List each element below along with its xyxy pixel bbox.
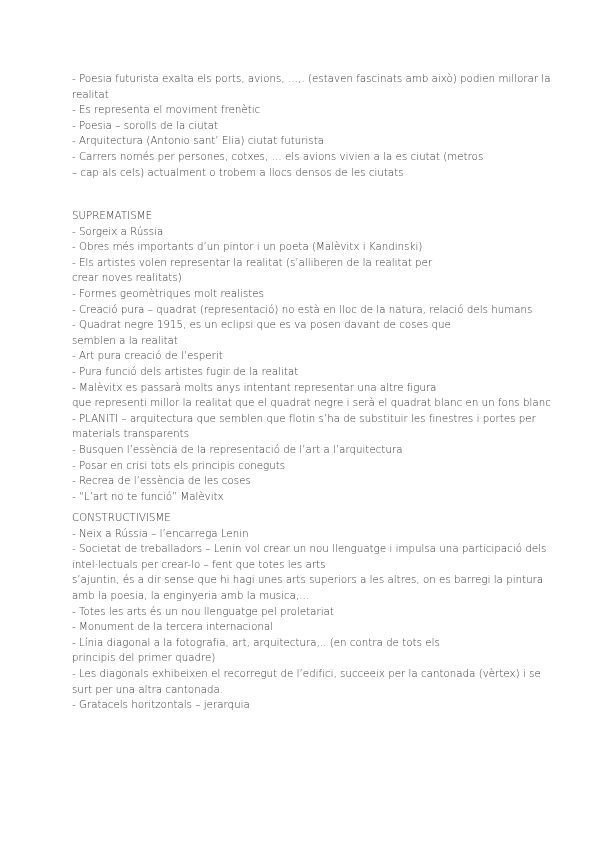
suprematism-heading: SUPREMATISME [72,211,153,222]
suprematism-line: - Formes geomètriques molt realistes [72,288,264,300]
futurism-line: - Poesia – sorolls de la ciutat [72,120,219,132]
suprematism-line: - Malèvitx es passarà molts anys intentant representar una altre figura [72,382,437,394]
futurism-line: realitat [72,89,109,101]
suprematism-line: - “L’art no te funció” Malèvitx [72,491,224,503]
constructivism-line: - Neix a Rússia – l’encarrega Lenin [72,528,249,540]
suprematism-line: crear noves realitats) [72,273,182,285]
suprematism-line: - Sorgeix a Rússia [72,226,164,238]
constructivism-section [72,511,547,714]
futurism-line: - Carrers només per persones, cotxes, … els avions vivien a la es ciutat (metros [72,151,484,163]
suprematism-line: - Pura funció dels artistes fugir de la realitat [72,366,299,378]
suprematism-line: - Art pura creació de l’esperit [72,351,223,363]
constructivism-line: - Línia diagonal a la fotografia, art, arquitectura,.. (en contra de tots els [72,637,440,649]
constructivism-line: - Gratacels horitzontals – jerarquia [72,700,250,712]
futurism-line: - Poesia futurista exalta els ports, avions, …,. (estaven fascinats amb això) podien millorar la [72,74,551,85]
constructivism-line: surt per una altra cantonada. [72,684,224,696]
suprematism-section [72,209,551,505]
futurism-line: – cap als cels) actualment o trobem a llocs densos de les ciutats [72,167,404,179]
suprematism-line: - Quadrat negre 1915, es un eclipsi que es va posen davant de coses que [72,320,451,332]
constructivism-line: intel·lectuals per crear-lo – fent que totes les arts [72,559,326,571]
suprematism-line: - PLANITI – arquitectura que semblen que flotin s’ha de substituir les finestres i portes per [72,413,536,425]
suprematism-line: - Busquen l’essència de la representació de l’art a l’arquitectura [72,444,403,456]
suprematism-line: que representi millor la realitat que el quadrat negre i serà el quadrat blanc en un fons blanc [72,398,551,410]
suprematism-line: semblen a la realitat [72,335,178,347]
suprematism-line: - Creació pura – quadrat (representació) no està en lloc de la natura, relació dels humans [72,304,533,316]
constructivism-line: - Les diagonals exhibeixen el recorregut de l’edifici, succeeix per la cantonada (vèrtex) i se [72,668,541,680]
futurism-section [72,72,551,181]
suprematism-line: materials transparents [72,429,190,441]
suprematism-line: - Posar en crisi tots els principis coneguts [72,460,286,472]
suprematism-line: - Els artistes volen representar la realitat (s’alliberen de la realitat per [72,257,433,269]
constructivism-line: s’ajuntin, és a dir sense que hi hagi unes arts superiors a les altres, on es barregi la pintura [72,575,544,587]
constructivism-line: - Totes les arts és un nou llenguatge pel proletariat [72,606,334,618]
futurism-line: - Es representa el moviment frenètic [72,105,261,117]
constructivism-line: - Monument de la tercera internacional [72,622,274,634]
constructivism-line: amb la poesia, la enginyeria amb la musica,… [72,590,310,602]
constructivism-line: principis del primer quadre) [72,653,216,665]
suprematism-line: - Recrea de l’essència de les coses [72,476,251,488]
suprematism-line: - Obres més importants d’un pintor i un poeta (Malèvitx i Kandinski) [72,242,423,254]
constructivism-heading: CONSTRUCTIVISME [72,513,171,524]
constructivism-line: - Societat de treballadors – Lenin vol crear un nou llenguatge i impulsa una participació dels [72,544,547,556]
futurism-line: - Arquitectura (Antonio sant’ Elia) ciutat futurista [72,136,325,148]
